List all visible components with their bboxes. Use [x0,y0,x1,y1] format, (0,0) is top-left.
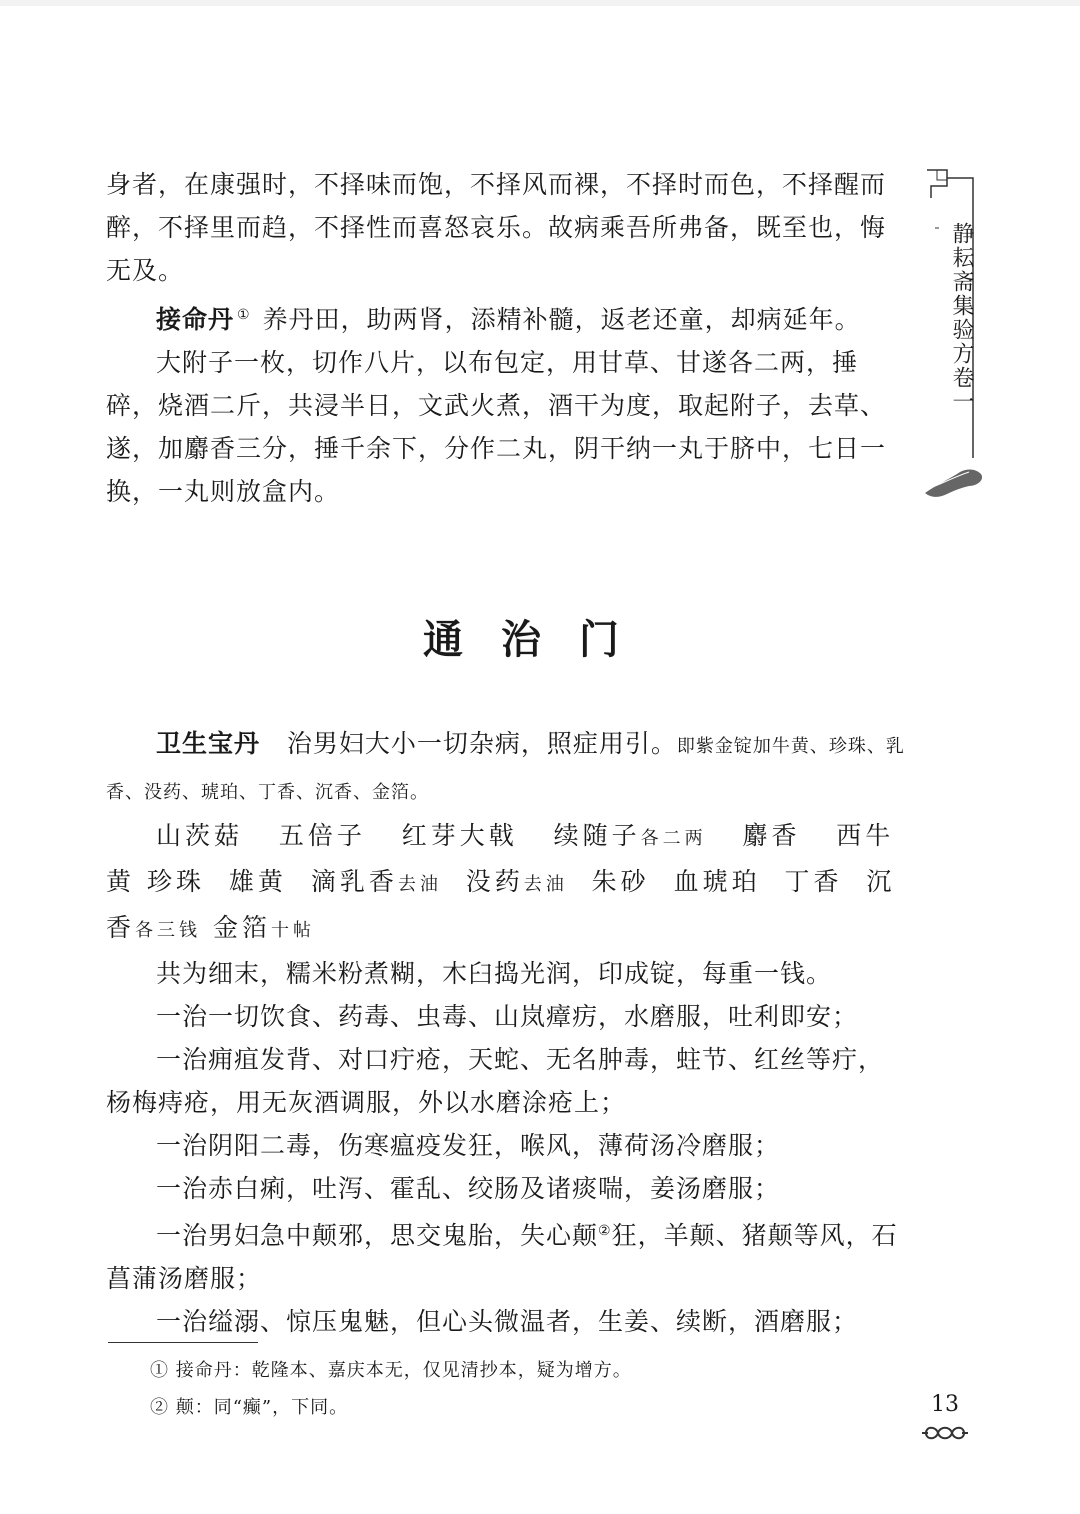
recipe-method: 大附子一枚，切作八片，以布包定，用甘草、甘遂各二两，捶碎，烧酒二斤，共浸半日，文武火煮，酒干为度，取起附子，去草、遂，加麝香三分，捶千余下，分作二丸，阴干纳一丸于脐中，七日一换，一丸则放盒内。 [106,348,887,506]
intro-block [106,163,906,292]
herb: 山茨菇 [156,821,244,850]
recipe-name: 接命丹 [156,305,235,334]
recipe-name: 卫生宝丹 [156,729,261,758]
recipe-heading [106,722,906,814]
recipe-use-text: 狂，羊颠、猪颠等风，石菖蒲汤磨服； [106,1221,898,1293]
herb: 红芽大戟 [401,821,518,850]
ingredient-list [106,814,906,952]
footnotes [150,1352,632,1426]
herb: 五倍子 [278,821,366,850]
footnote: ② 颠：同“癫”，下同。 [150,1397,349,1418]
footnote-ref: ① [237,307,251,323]
section-title: 通治门 [423,617,657,663]
herb: 丁香 [784,867,843,896]
recipe-use-text: 一治男妇急中颠邪，思交鬼胎，失心颠 [156,1221,599,1250]
herb-quantity: 各三钱 [135,920,202,941]
recipe-jieming [106,294,906,513]
herb: 滴乳香 [310,867,398,896]
footnote: ① 接命丹：乾隆本、嘉庆本无，仅见清抄本，疑为增方。 [150,1360,632,1381]
herb-quantity: 各二两 [640,828,707,849]
page-number-ornament [920,1422,970,1444]
page-number: 13 [931,1392,959,1417]
recipe-preparation: 共为细末，糯米粉煮糊，木臼捣光润，印成锭，每重一钱。 [156,959,833,988]
herb: 珍珠 [146,867,205,896]
herb: 西牛黄 [106,821,895,896]
intro-paragraph: 身者，在康强时，不择味而饱，不择风而裸，不择时而色，不择醒而醉，不择里而趋，不择性而喜怒哀乐。故病乘吾所弗备，既至也，悔无及。 [106,170,887,285]
recipe-heading [106,294,906,341]
recipe-use [106,1210,906,1300]
recipe-indication: 治男妇大小一切杂病，照症用引。 [286,729,677,758]
recipe-weisheng [106,722,906,1343]
indication-note: 即紫金锭加牛黄、珍珠、乳香、没药、琥珀、丁香、沉香、金箔。 [106,736,905,803]
herb: 没药 [465,867,524,896]
recipe-use: 一治阴阳二毒，伤寒瘟疫发狂，喉风，薄荷汤冷磨服； [156,1131,781,1160]
footnote-rule [108,1342,258,1343]
recipe-indication: 养丹田，助两肾，添精补髓，返老还童，却病延年。 [262,305,861,334]
herb: 金箔 [212,913,271,942]
recipe-use: 一治缢溺、惊压鬼魅，但心头微温者，生姜、续断，酒磨服； [156,1307,859,1336]
recipe-use: 一治痈疽发背、对口疔疮，天蛇、无名肿毒，蛀节、红丝等疔，杨梅痔疮，用无灰酒调服，外以水磨涂疮上； [106,1045,885,1117]
herb: 续随子 [553,821,641,850]
herb-note: 去油 [397,874,442,895]
herb: 沉香 [106,867,896,942]
herb-quantity: 十帖 [270,920,315,941]
herb-note: 去油 [523,874,568,895]
recipe-use: 一治一切饮食、药毒、虫毒、山岚瘴疠，水磨服，吐利即安； [156,1002,859,1031]
running-head-title: 静耘斋集验方卷一 [949,222,974,414]
recipe-use: 一治赤白痢，吐泻、霍乱、绞肠及诸痰喘，姜汤磨服； [156,1174,781,1203]
herb: 血琥珀 [673,867,761,896]
herb: 麝香 [742,821,801,850]
herb: 朱砂 [591,867,650,896]
herb: 雄黄 [228,867,287,896]
scan-edge [0,0,1080,6]
footnote-ref: ② [598,1223,612,1239]
